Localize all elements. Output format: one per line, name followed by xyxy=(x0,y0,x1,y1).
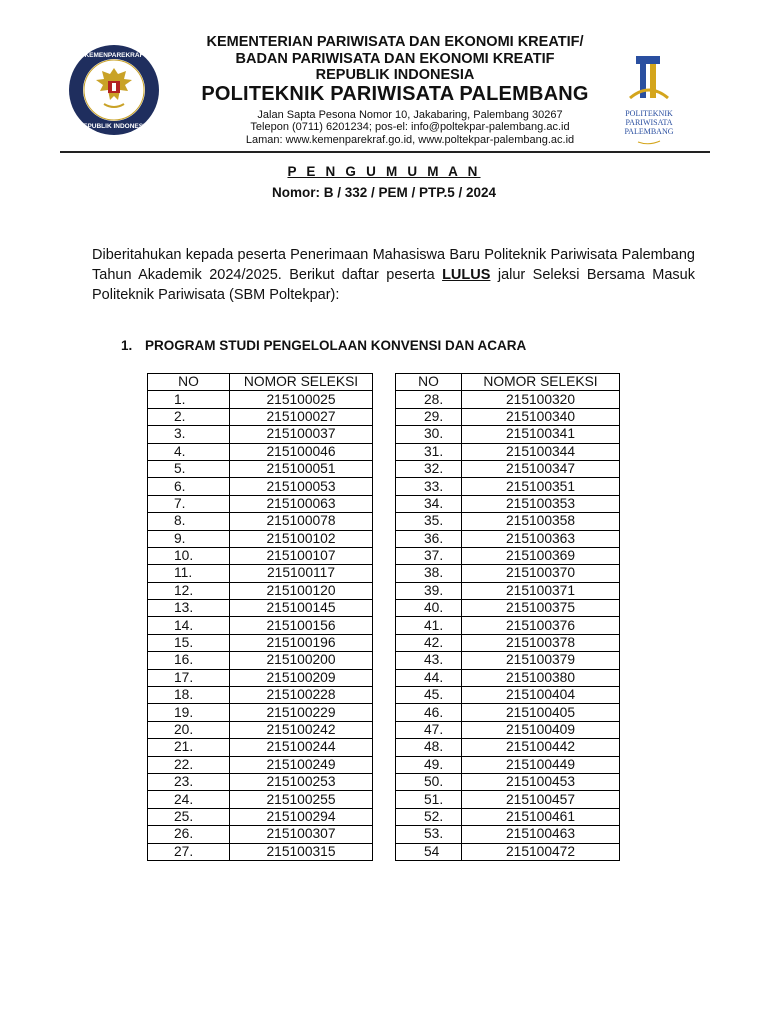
kemenparekraf-seal-logo xyxy=(68,44,160,136)
column-header-no: NO xyxy=(148,374,230,391)
selection-number-cell: 215100404 xyxy=(462,687,620,704)
row-number-cell: 36. xyxy=(396,530,462,547)
row-number-cell: 27. xyxy=(148,843,230,860)
row-number-cell: 30. xyxy=(396,426,462,443)
table-row xyxy=(148,426,373,443)
selection-number-cell: 215100255 xyxy=(230,791,373,808)
selection-number-cell: 215100156 xyxy=(230,617,373,634)
table-row xyxy=(148,478,373,495)
selection-number-cell: 215100380 xyxy=(462,669,620,686)
row-number-cell: 5. xyxy=(148,460,230,477)
selection-number-cell: 215100363 xyxy=(462,530,620,547)
announcement-title: P E N G U M U M A N xyxy=(287,164,481,179)
row-number-cell: 32. xyxy=(396,460,462,477)
table-row xyxy=(148,739,373,756)
ministry-name-line1: KEMENTERIAN PARIWISATA DAN EKONOMI KREATIF/ xyxy=(206,34,584,50)
selection-number-cell: 215100051 xyxy=(230,460,373,477)
table-row xyxy=(148,391,373,408)
table-row xyxy=(148,600,373,617)
row-number-cell: 26. xyxy=(148,826,230,843)
table-row xyxy=(396,600,620,617)
lulus-highlight: LULUS xyxy=(442,267,491,283)
table-row xyxy=(396,826,620,843)
row-number-cell: 10. xyxy=(148,547,230,564)
selection-number-cell: 215100102 xyxy=(230,530,373,547)
selection-number-cell: 215100244 xyxy=(230,739,373,756)
table-row xyxy=(148,617,373,634)
selection-number-cell: 215100046 xyxy=(230,443,373,460)
institution-website: Laman: www.kemenparekraf.go.id, www.poltekpar-palembang.ac.id xyxy=(245,134,575,146)
row-number-cell: 31. xyxy=(396,443,462,460)
table-row xyxy=(396,687,620,704)
row-number-cell: 48. xyxy=(396,739,462,756)
selection-number-cell: 215100409 xyxy=(462,721,620,738)
selection-number-cell: 215100463 xyxy=(462,826,620,843)
row-number-cell: 38. xyxy=(396,565,462,582)
selection-number-cell: 215100120 xyxy=(230,582,373,599)
row-number-cell: 11. xyxy=(148,565,230,582)
row-number-cell: 35. xyxy=(396,513,462,530)
row-number-cell: 43. xyxy=(396,652,462,669)
column-header-selection-number: NOMOR SELEKSI xyxy=(462,374,620,391)
svg-text:PARIWISATA: PARIWISATA xyxy=(625,118,673,127)
selection-number-cell: 215100145 xyxy=(230,600,373,617)
table-row xyxy=(396,530,620,547)
svg-text:POLITEKNIK: POLITEKNIK xyxy=(625,109,673,118)
selection-number-cell: 215100315 xyxy=(230,843,373,860)
selection-number-cell: 215100053 xyxy=(230,478,373,495)
table-row xyxy=(396,495,620,512)
table-row xyxy=(396,773,620,790)
table-row xyxy=(148,565,373,582)
selection-number-cell: 215100442 xyxy=(462,739,620,756)
selection-number-cell: 215100369 xyxy=(462,547,620,564)
table-row xyxy=(148,652,373,669)
table-row xyxy=(148,582,373,599)
table-row xyxy=(148,460,373,477)
table-row xyxy=(396,547,620,564)
selection-number-cell: 215100449 xyxy=(462,756,620,773)
row-number-cell: 1. xyxy=(148,391,230,408)
table-row xyxy=(148,791,373,808)
table-row xyxy=(396,756,620,773)
table-row xyxy=(396,634,620,651)
row-number-cell: 50. xyxy=(396,773,462,790)
ministry-name-line3: REPUBLIK INDONESIA xyxy=(315,67,475,83)
table-row xyxy=(396,460,620,477)
table-row xyxy=(148,687,373,704)
table-row xyxy=(396,721,620,738)
selection-number-cell: 215100242 xyxy=(230,721,373,738)
selection-number-cell: 215100376 xyxy=(462,617,620,634)
table-row xyxy=(396,443,620,460)
table-row xyxy=(396,843,620,860)
selection-number-cell: 215100378 xyxy=(462,634,620,651)
row-number-cell: 37. xyxy=(396,547,462,564)
selection-number-cell: 215100461 xyxy=(462,808,620,825)
selection-number-cell: 215100472 xyxy=(462,843,620,860)
row-number-cell: 3. xyxy=(148,426,230,443)
svg-text:PALEMBANG: PALEMBANG xyxy=(624,127,674,136)
selection-number-cell: 215100228 xyxy=(230,687,373,704)
institution-contact: Telepon (0711) 6201234; pos-el: info@poltekpar-palembang.ac.id xyxy=(250,121,570,133)
selection-number-cell: 215100209 xyxy=(230,669,373,686)
row-number-cell: 49. xyxy=(396,756,462,773)
selection-number-cell: 215100117 xyxy=(230,565,373,582)
row-number-cell: 41. xyxy=(396,617,462,634)
selection-number-cell: 215100371 xyxy=(462,582,620,599)
selection-number-cell: 215100358 xyxy=(462,513,620,530)
selection-number-cell: 215100249 xyxy=(230,756,373,773)
selection-number-cell: 215100078 xyxy=(230,513,373,530)
row-number-cell: 12. xyxy=(148,582,230,599)
row-number-cell: 44. xyxy=(396,669,462,686)
selection-number-cell: 215100196 xyxy=(230,634,373,651)
row-number-cell: 51. xyxy=(396,791,462,808)
table-row xyxy=(148,634,373,651)
selection-number-cell: 215100307 xyxy=(230,826,373,843)
row-number-cell: 7. xyxy=(148,495,230,512)
row-number-cell: 45. xyxy=(396,687,462,704)
table-row xyxy=(396,704,620,721)
svg-text:REPUBLIK INDONESIA: REPUBLIK INDONESIA xyxy=(78,123,150,130)
results-table-left xyxy=(147,373,373,861)
table-row xyxy=(396,513,620,530)
institution-name: POLITEKNIK PARIWISATA PALEMBANG xyxy=(201,83,589,105)
table-row xyxy=(148,808,373,825)
table-row xyxy=(148,843,373,860)
table-row xyxy=(396,565,620,582)
selection-number-cell: 215100344 xyxy=(462,443,620,460)
table-row xyxy=(396,791,620,808)
table-row xyxy=(396,426,620,443)
row-number-cell: 21. xyxy=(148,739,230,756)
table-row xyxy=(148,721,373,738)
selection-number-cell: 215100341 xyxy=(462,426,620,443)
table-row xyxy=(396,739,620,756)
selection-number-cell: 215100370 xyxy=(462,565,620,582)
row-number-cell: 6. xyxy=(148,478,230,495)
intro-paragraph: Diberitahukan kepada peserta Penerimaan Mahasiswa Baru Politeknik Pariwisata Palembang Tahun Akademik 2024/2025. Berikut daftar peserta LULUS jalur Seleksi Bersama Masuk Politeknik Pariwisata (SBM Poltekpar): xyxy=(92,247,695,303)
selection-number-cell: 215100353 xyxy=(462,495,620,512)
selection-number-cell: 215100379 xyxy=(462,652,620,669)
table-row xyxy=(396,808,620,825)
table-row xyxy=(148,513,373,530)
row-number-cell: 16. xyxy=(148,652,230,669)
table-row xyxy=(148,669,373,686)
announcement-number: Nomor: B / 332 / PEM / PTP.5 / 2024 xyxy=(271,185,497,200)
row-number-cell: 24. xyxy=(148,791,230,808)
row-number-cell: 17. xyxy=(148,669,230,686)
table-header-row xyxy=(148,374,373,391)
row-number-cell: 29. xyxy=(396,408,462,425)
selection-number-cell: 215100340 xyxy=(462,408,620,425)
table-row xyxy=(148,547,373,564)
row-number-cell: 28. xyxy=(396,391,462,408)
row-number-cell: 14. xyxy=(148,617,230,634)
row-number-cell: 34. xyxy=(396,495,462,512)
selection-number-cell: 215100025 xyxy=(230,391,373,408)
svg-text:KEMENPAREKRAF: KEMENPAREKRAF xyxy=(84,52,144,59)
row-number-cell: 53. xyxy=(396,826,462,843)
table-row xyxy=(148,530,373,547)
row-number-cell: 42. xyxy=(396,634,462,651)
results-table-right xyxy=(395,373,620,861)
table-row xyxy=(148,773,373,790)
table-row xyxy=(148,443,373,460)
row-number-cell: 2. xyxy=(148,408,230,425)
row-number-cell: 8. xyxy=(148,513,230,530)
row-number-cell: 47. xyxy=(396,721,462,738)
table-row xyxy=(396,408,620,425)
selection-number-cell: 215100037 xyxy=(230,426,373,443)
table-row xyxy=(148,756,373,773)
selection-number-cell: 215100253 xyxy=(230,773,373,790)
table-row xyxy=(396,669,620,686)
row-number-cell: 9. xyxy=(148,530,230,547)
selection-number-cell: 215100200 xyxy=(230,652,373,669)
row-number-cell: 18. xyxy=(148,687,230,704)
row-number-cell: 22. xyxy=(148,756,230,773)
table-row xyxy=(148,704,373,721)
row-number-cell: 20. xyxy=(148,721,230,738)
selection-number-cell: 215100375 xyxy=(462,600,620,617)
row-number-cell: 23. xyxy=(148,773,230,790)
table-row xyxy=(148,495,373,512)
ministry-name-line2: BADAN PARIWISATA DAN EKONOMI KREATIF xyxy=(235,51,555,67)
row-number-cell: 40. xyxy=(396,600,462,617)
table-row xyxy=(148,408,373,425)
table-row xyxy=(396,478,620,495)
selection-number-cell: 215100320 xyxy=(462,391,620,408)
selection-number-cell: 215100063 xyxy=(230,495,373,512)
table-row xyxy=(396,391,620,408)
selection-number-cell: 215100347 xyxy=(462,460,620,477)
table-row xyxy=(396,582,620,599)
selection-number-cell: 215100107 xyxy=(230,547,373,564)
selection-number-cell: 215100405 xyxy=(462,704,620,721)
letterhead-divider xyxy=(60,151,710,153)
selection-number-cell: 215100294 xyxy=(230,808,373,825)
row-number-cell: 4. xyxy=(148,443,230,460)
column-header-selection-number: NOMOR SELEKSI xyxy=(230,374,373,391)
selection-number-cell: 215100027 xyxy=(230,408,373,425)
selection-number-cell: 215100457 xyxy=(462,791,620,808)
row-number-cell: 15. xyxy=(148,634,230,651)
row-number-cell: 19. xyxy=(148,704,230,721)
table-row xyxy=(396,652,620,669)
selection-number-cell: 215100453 xyxy=(462,773,620,790)
institution-address: Jalan Sapta Pesona Nomor 10, Jakabaring, Palembang 30267 xyxy=(257,109,563,121)
table-row xyxy=(148,826,373,843)
row-number-cell: 52. xyxy=(396,808,462,825)
table-row xyxy=(396,617,620,634)
row-number-cell: 33. xyxy=(396,478,462,495)
selection-number-cell: 215100351 xyxy=(462,478,620,495)
row-number-cell: 54 xyxy=(396,843,462,860)
row-number-cell: 39. xyxy=(396,582,462,599)
selection-number-cell: 215100229 xyxy=(230,704,373,721)
table-header-row xyxy=(396,374,620,391)
row-number-cell: 46. xyxy=(396,704,462,721)
section-heading: 1. PROGRAM STUDI PENGELOLAAN KONVENSI DAN ACARA xyxy=(121,338,527,353)
row-number-cell: 13. xyxy=(148,600,230,617)
column-header-no: NO xyxy=(396,374,462,391)
row-number-cell: 25. xyxy=(148,808,230,825)
